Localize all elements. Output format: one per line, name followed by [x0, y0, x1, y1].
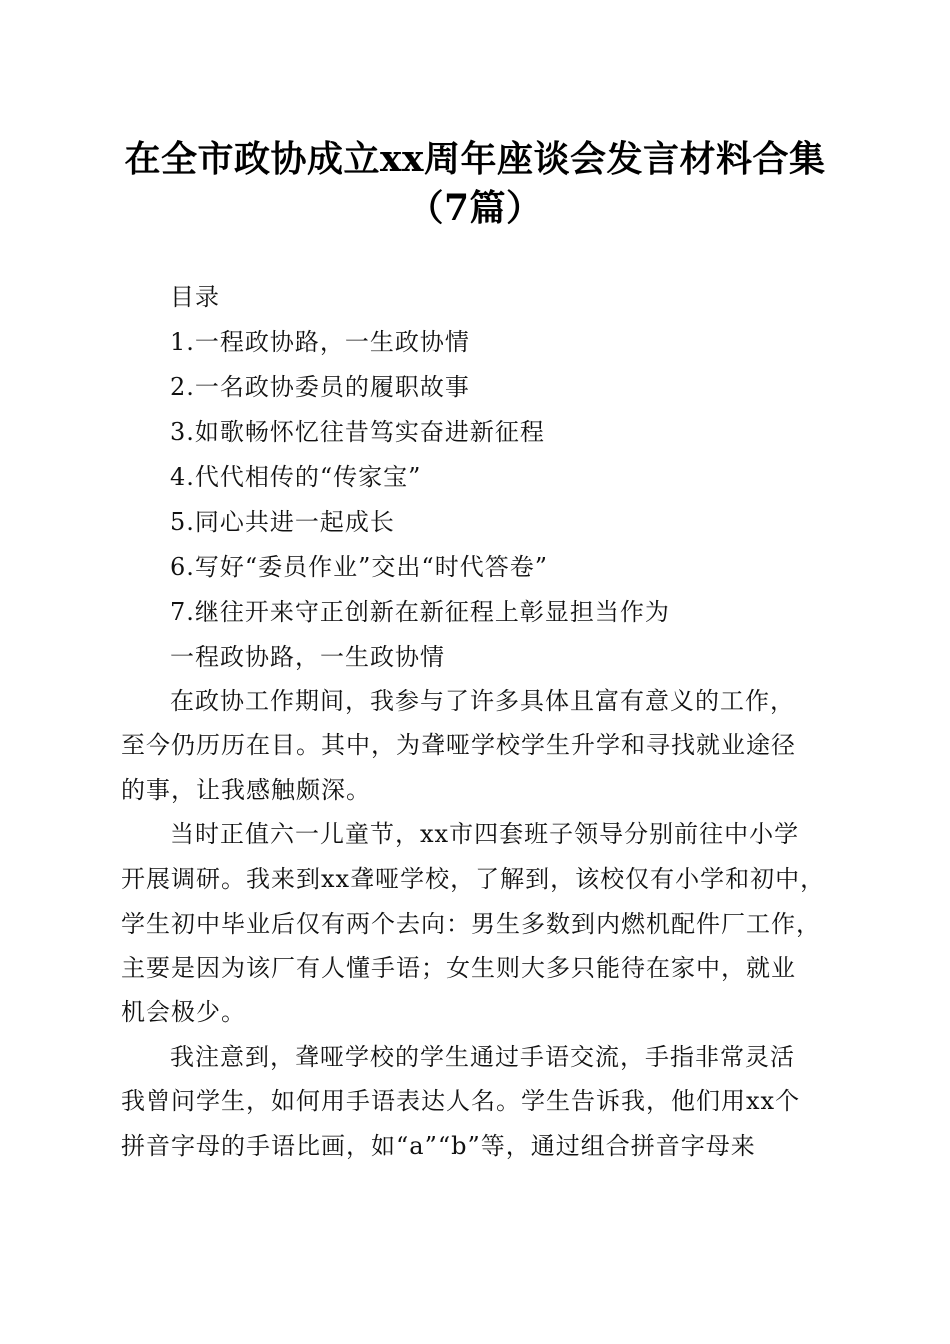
toc-item: 2.一名政协委员的履职故事: [170, 373, 470, 401]
toc-item: 6.写好“委员作业”交出“时代答卷”: [170, 553, 548, 581]
paragraph-line: 拼音字母的手语比画，如“a”“b”等，通过组合拼音字母来: [121, 1132, 756, 1160]
paragraph-line: 我曾问学生，如何用手语表达人名。学生告诉我，他们用xx个: [121, 1087, 801, 1115]
paragraph-line: 机会极少。: [121, 998, 246, 1026]
paragraph-line: 的事，让我感触颇深。: [121, 776, 371, 804]
toc-item: 1.一程政协路，一生政协情: [170, 328, 470, 356]
toc-item: 4.代代相传的“传家宝”: [170, 463, 422, 491]
paragraph-line: 学生初中毕业后仅有两个去向：男生多数到内燃机配件厂工作，: [121, 910, 821, 938]
document-title: 在全市政协成立xx周年座谈会发言材料合集: [124, 138, 826, 180]
paragraph-line: 在政协工作期间，我参与了许多具体且富有意义的工作，: [170, 687, 795, 715]
section-title: 一程政协路，一生政协情: [170, 643, 445, 671]
toc-item: 3.如歌畅怀忆往昔笃实奋进新征程: [170, 418, 545, 446]
document-title-subtitle: （7篇）: [407, 187, 543, 229]
paragraph-line: 开展调研。我来到xx聋哑学校，了解到，该校仅有小学和初中，: [121, 865, 826, 893]
paragraph-line: 当时正值六一儿童节，xx市四套班子领导分别前往中小学: [170, 820, 800, 848]
paragraph-line: 主要是因为该厂有人懂手语；女生则大多只能待在家中，就业: [121, 954, 796, 982]
toc-item: 5.同心共进一起成长: [170, 508, 395, 536]
paragraph-line: 我注意到，聋哑学校的学生通过手语交流，手指非常灵活: [170, 1043, 795, 1071]
toc-item: 7.继往开来守正创新在新征程上彰显担当作为: [170, 598, 670, 626]
toc-heading: 目录: [170, 283, 220, 311]
paragraph-line: 至今仍历历在目。其中，为聋哑学校学生升学和寻找就业途径: [121, 731, 796, 759]
